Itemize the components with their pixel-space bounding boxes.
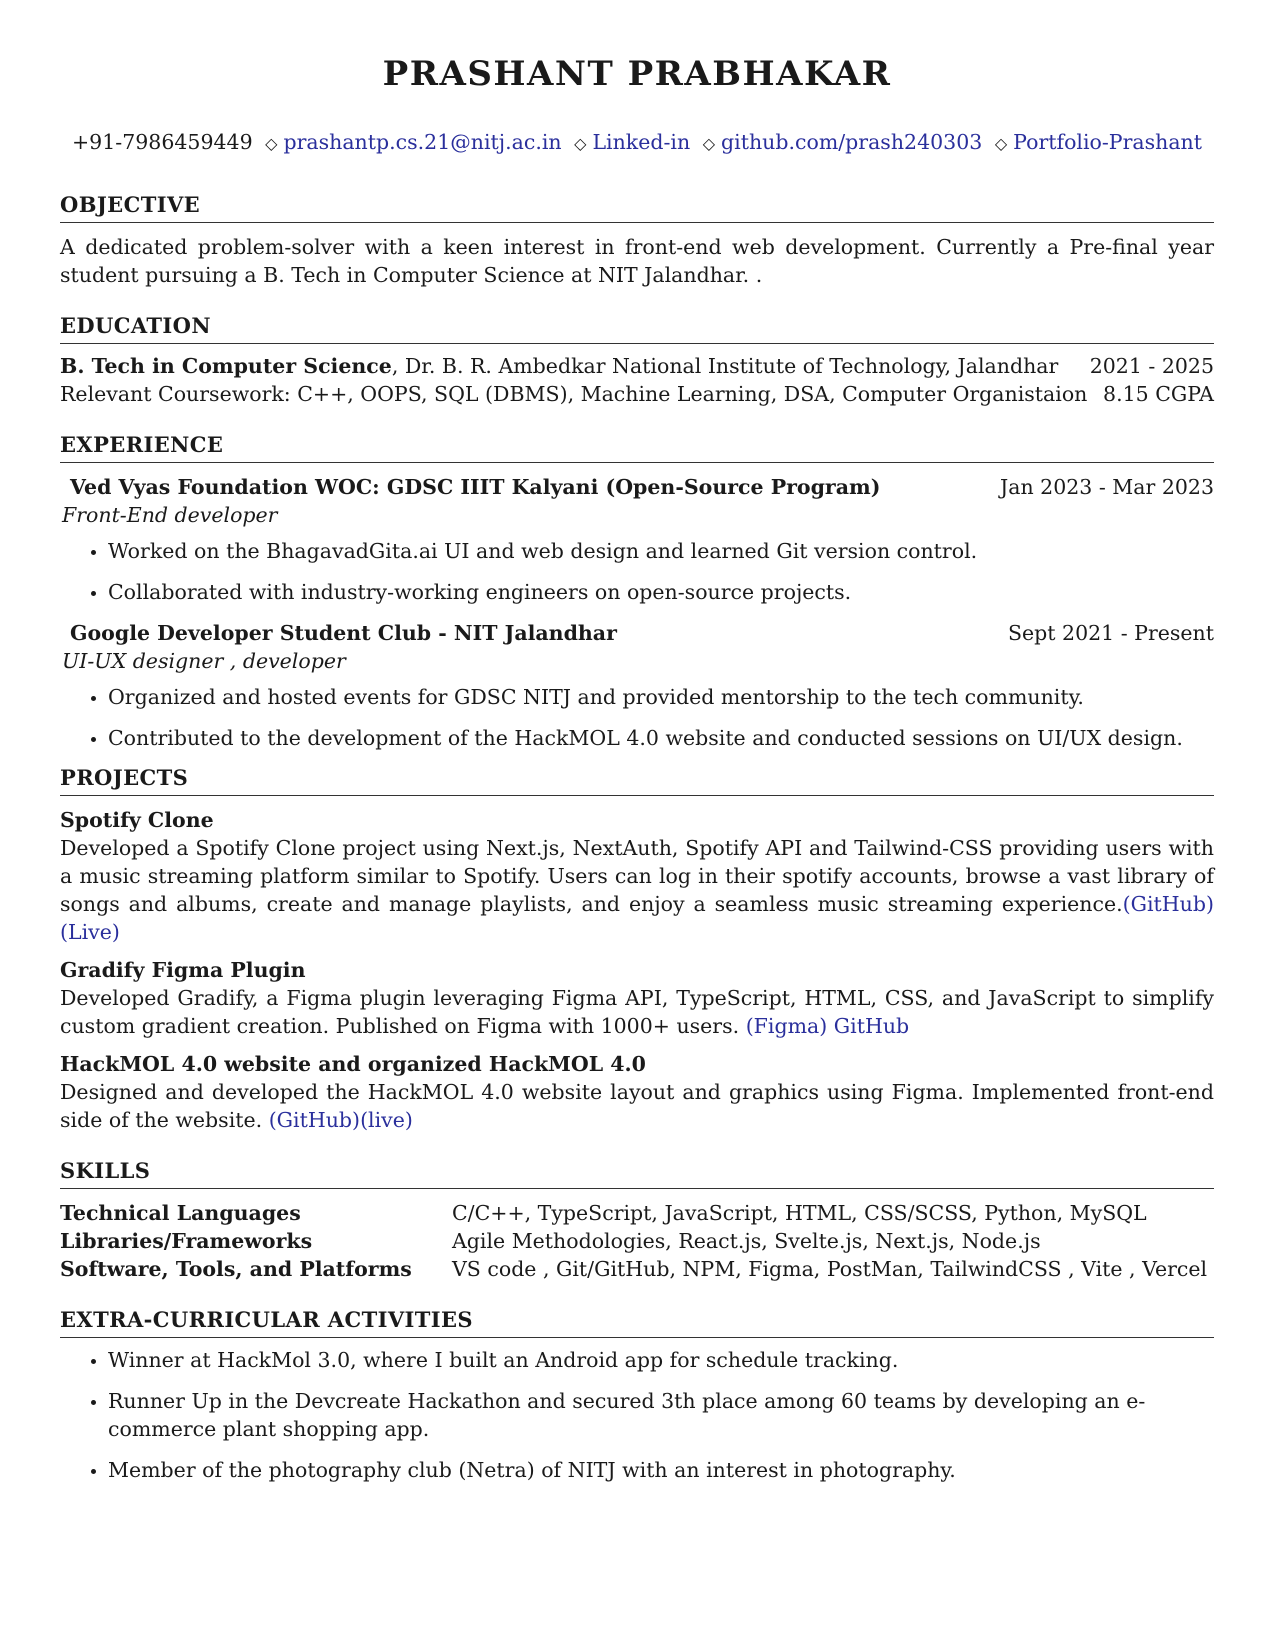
- section-title-experience: EXPERIENCE: [60, 432, 1214, 463]
- experience-bullets: [60, 537, 1214, 606]
- project-name: Gradify Figma Plugin: [60, 958, 306, 982]
- list-item: • Worked on the BhagavadGita.ai UI and web design and learned Git version control.: [108, 537, 1214, 565]
- experience-dates: Sept 2021 - Present: [1007, 621, 1214, 645]
- section-title-projects: PROJECTS: [60, 765, 1214, 796]
- project-github-link[interactable]: GitHub: [833, 1014, 910, 1038]
- education-entry: [60, 352, 1214, 408]
- section-title-education: EDUCATION: [60, 313, 1214, 344]
- skill-value: Agile Methodologies, React.js, Svelte.js, Next.js, Node.js: [452, 1229, 1041, 1253]
- resume-page: [60, 46, 1214, 1497]
- linkedin-link[interactable]: Linked-in: [592, 130, 691, 154]
- experience-org: Google Developer Student Club - NIT Jalandhar: [70, 621, 617, 645]
- skill-label: Technical Languages: [60, 1201, 301, 1225]
- phone-number: +91-7986459449: [72, 130, 253, 154]
- extracurricular-list: [60, 1346, 1214, 1484]
- experience-org: Ved Vyas Foundation WOC: GDSC IIIT Kalyani (Open-Source Program): [70, 475, 881, 499]
- contact-line: [60, 128, 1214, 158]
- experience-item: [60, 619, 1214, 752]
- project-description: [60, 1078, 1214, 1134]
- skills-table: [60, 1199, 1214, 1283]
- section-title-objective: OBJECTIVE: [60, 192, 1214, 223]
- education-degree-line: [60, 352, 1058, 380]
- skill-value: VS code , Git/GitHub, NPM, Figma, PostMan, TailwindCSS , Vite , Vercel: [452, 1257, 1208, 1281]
- skill-row: [60, 1199, 1214, 1227]
- section-title-skills: SKILLS: [60, 1158, 1214, 1189]
- experience-item: [60, 473, 1214, 606]
- objective-text: A dedicated problem-solver with a keen interest in front-end web development. Currently a Pre-final year student pursuing a B. Tech in Computer Science at NIT Jalandhar. .: [60, 235, 1214, 287]
- project-name: HackMOL 4.0 website and organized HackMOL 4.0: [60, 1052, 646, 1076]
- list-item: • Member of the photography club (Netra) of NITJ with an interest in photography.: [108, 1456, 1214, 1484]
- skill-row: [60, 1227, 1214, 1255]
- diamond-separator-icon: ◇: [994, 134, 1008, 153]
- candidate-name: PRASHANT PRABHAKAR: [382, 54, 892, 94]
- experience-bullets: [60, 683, 1214, 752]
- project-description-text: Developed Gradify, a Figma plugin leveraging Figma API, TypeScript, HTML, CSS, and JavaScript to simplify custom gradient creation. Published on Figma with 1000+ users.: [60, 986, 1214, 1038]
- diamond-separator-icon: ◇: [574, 134, 587, 153]
- project-name: Spotify Clone: [60, 808, 214, 832]
- list-item: • Runner Up in the Devcreate Hackathon and secured 3th place among 60 teams by developing an e-commerce plant shopping app.: [108, 1387, 1214, 1443]
- cgpa-value: 8.15 CGPA: [1103, 382, 1214, 406]
- experience-header: [60, 619, 1214, 647]
- institute-name: , Dr. B. R. Ambedkar National Institute of Technology, Jalandhar: [391, 354, 1059, 378]
- portfolio-link[interactable]: Portfolio-Prashant: [1013, 130, 1202, 154]
- project-item: [60, 806, 1214, 946]
- experience-role: Front-End developer: [62, 503, 278, 527]
- project-description-text: Developed a Spotify Clone project using Next.js, NextAuth, Spotify API and Tailwind-CSS providing users with a music streaming platform similar to Spotify. Users can log in their spotify accounts, browse a vast library of songs and albums, create and manage playlists, and enjoy a seamless music streaming experience.: [60, 836, 1214, 916]
- github-link[interactable]: github.com/prash240303: [721, 130, 983, 154]
- experience-header: [60, 473, 1214, 501]
- skill-label: Libraries/Frameworks: [60, 1229, 313, 1253]
- project-github-link[interactable]: (GitHub): [268, 1108, 361, 1132]
- email-link[interactable]: prashantp.cs.21@nitj.ac.in: [283, 130, 562, 154]
- degree-name: B. Tech in Computer Science: [60, 354, 392, 378]
- section-title-extracurricular: EXTRA-CURRICULAR ACTIVITIES: [60, 1307, 1214, 1338]
- experience-role: UI-UX designer , developer: [62, 649, 346, 673]
- project-item: [60, 1050, 1214, 1134]
- education-coursework-row: [60, 380, 1214, 408]
- project-github-link[interactable]: (GitHub): [1122, 892, 1214, 916]
- coursework-text: Relevant Coursework: C++, OOPS, SQL (DBMS), Machine Learning, DSA, Computer Organistaion: [60, 382, 1088, 406]
- diamond-separator-icon: ◇: [265, 134, 278, 153]
- project-live-link[interactable]: (live): [360, 1108, 413, 1132]
- education-years: 2021 - 2025: [1089, 354, 1214, 378]
- education-degree-row: [60, 352, 1214, 380]
- diamond-separator-icon: ◇: [702, 134, 716, 153]
- experience-dates: Jan 2023 - Mar 2023: [1000, 475, 1214, 499]
- project-description-text: Designed and developed the HackMOL 4.0 website layout and graphics using Figma. Implemented front-end side of the website.: [60, 1080, 1214, 1132]
- list-item: • Collaborated with industry-working engineers on open-source projects.: [108, 578, 1214, 606]
- list-item: • Organized and hosted events for GDSC NITJ and provided mentorship to the tech community.: [108, 683, 1214, 711]
- list-item: • Contributed to the development of the HackMOL 4.0 website and conducted sessions on UI/UX design.: [108, 724, 1214, 752]
- skill-row: [60, 1255, 1214, 1283]
- project-live-link[interactable]: (Live): [60, 920, 120, 944]
- list-item: • Winner at HackMol 3.0, where I built an Android app for schedule tracking.: [108, 1346, 1214, 1374]
- project-figma-link[interactable]: (Figma): [745, 1014, 828, 1038]
- skill-value: C/C++, TypeScript, JavaScript, HTML, CSS/SCSS, Python, MySQL: [452, 1201, 1147, 1225]
- skill-label: Software, Tools, and Platforms: [60, 1257, 412, 1281]
- project-description: [60, 834, 1214, 946]
- project-description: [60, 984, 1214, 1040]
- project-item: [60, 956, 1214, 1040]
